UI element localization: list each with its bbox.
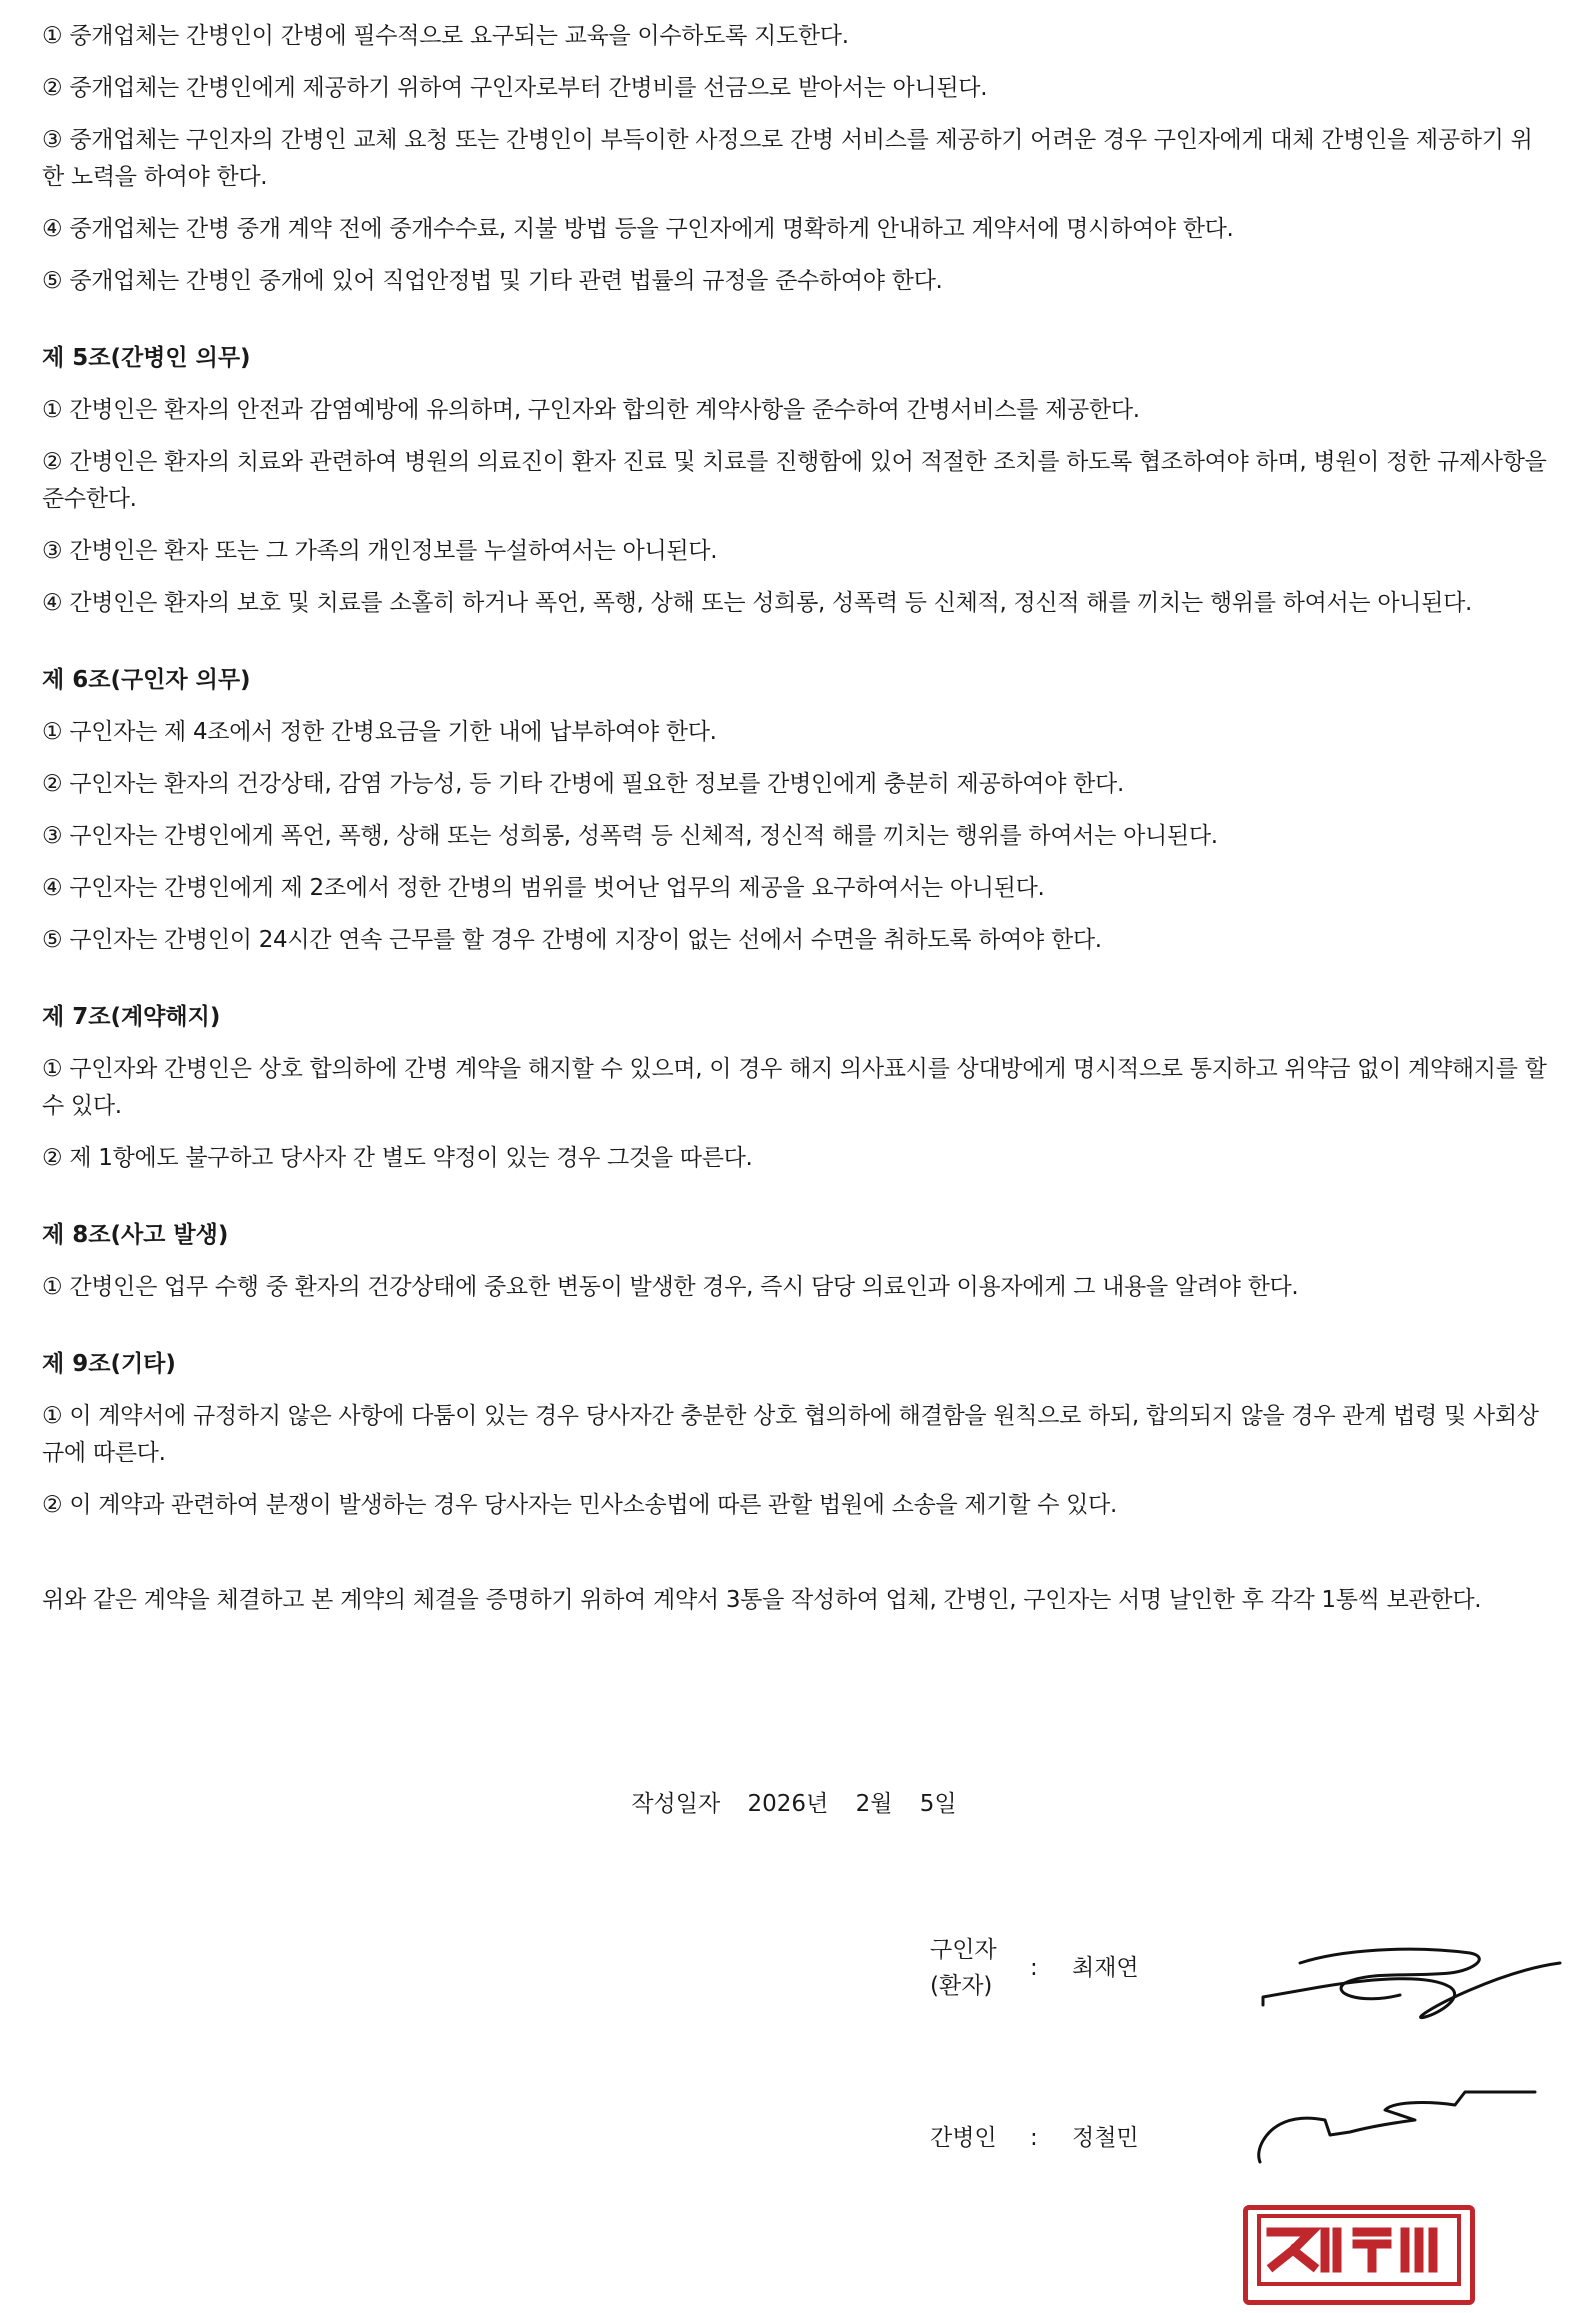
date-month: 2월 bbox=[855, 1791, 893, 1817]
clause-item: ④ 간병인은 환자의 보호 및 치료를 소홀히 하거나 폭언, 폭행, 상해 또는 성희롱, 성폭력 등 신체적, 정신적 해를 끼치는 행위를 하여서는 아니된다. bbox=[42, 590, 1473, 616]
clause-item: ② 제 1항에도 불구하고 당사자 간 별도 약정이 있는 경우 그것을 따른다. bbox=[42, 1145, 753, 1171]
contract-document bbox=[42, 0, 1552, 1642]
article-7 bbox=[42, 999, 1552, 1177]
clause-item: ⑤ 구인자는 간병인이 24시간 연속 근무를 할 경우 간병에 지장이 없는 선에서 수면을 취하도록 하여야 한다. bbox=[42, 927, 1102, 953]
clause-item: ① 구인자는 제 4조에서 정한 간병요금을 기한 내에 납부하여야 한다. bbox=[42, 719, 717, 745]
client-label-line2: (환자) bbox=[930, 1973, 993, 1999]
article-6 bbox=[42, 662, 1552, 959]
article-title: 제 5조(간병인 의무) bbox=[42, 345, 251, 371]
article-title: 제 9조(기타) bbox=[42, 1351, 176, 1377]
article-5 bbox=[42, 340, 1552, 622]
stamp-mark bbox=[1253, 2210, 1465, 2290]
article-title: 제 7조(계약해지) bbox=[42, 1004, 221, 1030]
clause-item: ② 구인자는 환자의 건강상태, 감염 가능성, 등 기타 간병에 필요한 정보를 간병인에게 충분히 제공하여야 한다. bbox=[42, 771, 1124, 797]
closing-statement: 위와 같은 계약을 체결하고 본 계약의 체결을 증명하기 위하여 계약서 3통을 작성하여 업체, 간병인, 구인자는 서명 날인한 후 각각 1통씩 보관한다. bbox=[42, 1587, 1482, 1613]
article-title: 제 8조(사고 발생) bbox=[42, 1222, 229, 1248]
date-row bbox=[0, 1785, 1588, 1818]
caregiver-signature bbox=[1255, 2080, 1535, 2165]
clause-item: ① 이 계약서에 규정하지 않은 사항에 다툼이 있는 경우 당사자간 충분한 상호 협의하에 해결함을 원칙으로 하되, 합의되지 않을 경우 관계 법령 및 사회상규에 따른다. bbox=[42, 1403, 1539, 1466]
client-colon: : bbox=[1030, 1955, 1038, 1981]
date-day: 5일 bbox=[919, 1791, 957, 1817]
clause-item: ① 간병인은 업무 수행 중 환자의 건강상태에 중요한 변동이 발생한 경우, 즉시 담당 의료인과 이용자에게 그 내용을 알려야 한다. bbox=[42, 1274, 1299, 1300]
client-name: 최재연 bbox=[1072, 1955, 1139, 1981]
top-clause-list bbox=[42, 18, 1552, 300]
date-label: 작성일자 bbox=[631, 1791, 721, 1817]
clause-item: ② 중개업체는 간병인에게 제공하기 위하여 구인자로부터 간병비를 선금으로 받아서는 아니된다. bbox=[42, 75, 988, 101]
client-label-line1: 구인자 bbox=[930, 1937, 997, 1963]
clause-item: ① 간병인은 환자의 안전과 감염예방에 유의하며, 구인자와 합의한 계약사항을 준수하여 간병서비스를 제공한다. bbox=[42, 397, 1140, 423]
article-9 bbox=[42, 1346, 1552, 1524]
clause-item: ③ 간병인은 환자 또는 그 가족의 개인정보를 누설하여서는 아니된다. bbox=[42, 538, 718, 564]
clause-item: ⑤ 중개업체는 간병인 중개에 있어 직업안정법 및 기타 관련 법률의 규정을 준수하여야 한다. bbox=[42, 268, 943, 294]
clause-item: ③ 중개업체는 구인자의 간병인 교체 요청 또는 간병인이 부득이한 사정으로 간병 서비스를 제공하기 어려운 경우 구인자에게 대체 간병인을 제공하기 위한 노력을 하여야 한다. bbox=[42, 127, 1533, 190]
caregiver-label: 간병인 bbox=[930, 2125, 997, 2151]
clause-item: ④ 중개업체는 간병 중개 계약 전에 중개수수료, 지불 방법 등을 구인자에게 명확하게 안내하고 계약서에 명시하여야 한다. bbox=[42, 216, 1234, 242]
client-signature bbox=[1260, 1935, 1560, 2030]
article-8 bbox=[42, 1217, 1552, 1306]
date-year: 2026년 bbox=[747, 1791, 829, 1817]
clause-item: ② 간병인은 환자의 치료와 관련하여 병원의 의료진이 환자 진료 및 치료를 진행함에 있어 적절한 조치를 하도록 협조하여야 하며, 병원이 정한 규제사항을 준수한다. bbox=[42, 449, 1547, 512]
caregiver-name: 정철민 bbox=[1072, 2125, 1139, 2151]
article-title: 제 6조(구인자 의무) bbox=[42, 667, 251, 693]
caregiver-colon: : bbox=[1030, 2125, 1038, 2151]
clause-item: ② 이 계약과 관련하여 분쟁이 발생하는 경우 당사자는 민사소송법에 따른 관할 법원에 소송을 제기할 수 있다. bbox=[42, 1492, 1117, 1518]
clause-item: ① 구인자와 간병인은 상호 합의하에 간병 계약을 해지할 수 있으며, 이 경우 해지 의사표시를 상대방에게 명시적으로 통지하고 위약금 없이 계약해지를 할 수 있다. bbox=[42, 1056, 1547, 1119]
clause-item: ④ 구인자는 간병인에게 제 2조에서 정한 간병의 범위를 벗어난 업무의 제공을 요구하여서는 아니된다. bbox=[42, 875, 1045, 901]
clause-item: ① 중개업체는 간병인이 간병에 필수적으로 요구되는 교육을 이수하도록 지도한다. bbox=[42, 23, 849, 49]
company-stamp bbox=[1243, 2205, 1475, 2305]
clause-item: ③ 구인자는 간병인에게 폭언, 폭행, 상해 또는 성희롱, 성폭력 등 신체적, 정신적 해를 끼치는 행위를 하여서는 아니된다. bbox=[42, 823, 1218, 849]
client-label bbox=[930, 1932, 997, 2004]
